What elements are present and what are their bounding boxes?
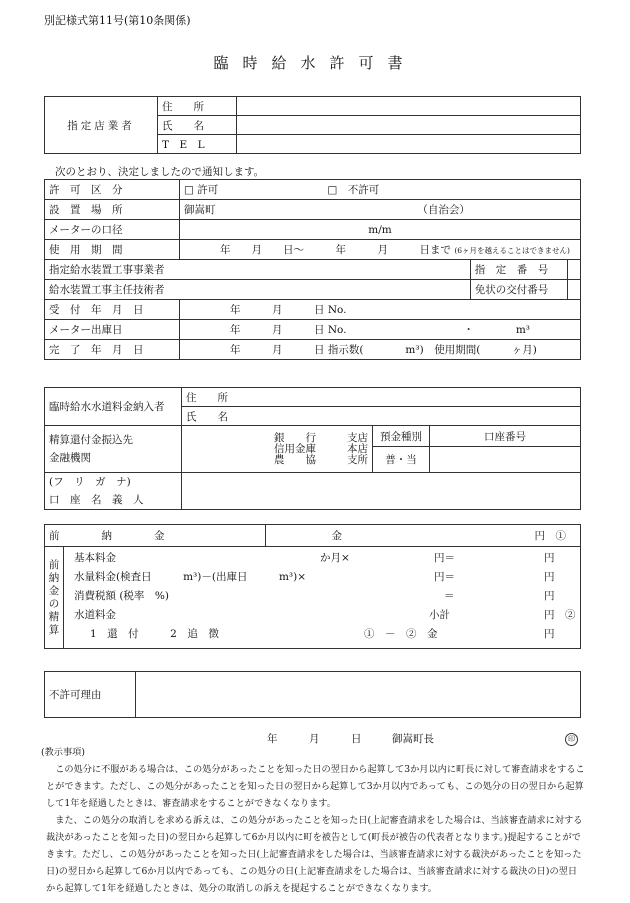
basic-fee-eq: 円＝ [434,552,455,564]
prepaid-unit: 金 [266,525,502,547]
permit-type-label: 許 可 区 分 [45,180,180,200]
license-number-label: 免状の交付番号 [470,280,567,300]
account-number-field[interactable] [430,447,581,473]
dealer-address-label: 住 所 [158,97,237,116]
dealer-address-field[interactable] [237,97,581,116]
meter-out-date-field[interactable]: 年 月 日 No. [230,324,347,336]
refusal-field[interactable] [136,672,581,718]
completion-date-field[interactable]: 年 月 日 指示数( m³) 使用期間( ヶ月) [180,340,581,360]
water-fee-yen: 円 ② [544,609,576,621]
refusal-label: 不許可理由 [45,672,136,718]
payer-table [44,387,581,510]
bank-type-bank: 銀 行 [274,431,316,444]
payer-name-label: 氏 名 [182,407,581,426]
dealer-name-label: 氏 名 [158,116,237,135]
basic-fee-yen: 円 [544,552,555,564]
bank-label: 金融機関 [49,452,91,464]
issue-date: 年 月 日 [267,733,362,745]
bank-type-credit: 信用金庫 [274,442,316,455]
permit-checkbox[interactable]: □ 許可 [184,184,219,196]
tax-label: 消費税額 (税率 %) [74,590,170,602]
notice-heading: (教示事項) [41,747,85,758]
account-type-label: 預金種別 [373,426,430,447]
water-fee-label: 水道料金 [74,609,116,621]
settlement-side-text: 前納金の精算 [48,558,60,636]
usage-period-note: (6ヶ月を越えることはできません) [454,246,570,255]
meter-out-date-label: メーター出庫日 [45,320,180,340]
engineer-label: 給水装置工事主任技術者 [45,280,471,300]
prepaid-label: 前 納 金 [45,525,266,547]
difference-yen: 円 [544,628,555,640]
designation-number-label: 指 定 番 号 [470,260,567,280]
notice-paragraph-1: この処分に不服がある場合は、この処分があったことを知った日の翌日から起算して3か月以内に町長に対して審査請求をすることができます。ただし、この処分があったことを知った日の翌日から起算して3か月以内であっても、この処分の日の翌日から起算して1年を経過したときは、審査請求をすることができなくなります。 [46,764,585,809]
refund-charge-label: 1 還 付 2 追 徴 [90,628,219,640]
tax-yen: 円 [544,590,555,602]
designation-number-field[interactable] [567,260,580,280]
contractor-label: 指定給水装置工事事業者 [45,260,471,280]
settlement-side-label [45,547,64,649]
account-number-label: 口座番号 [430,426,581,447]
location-neighborhood: （自治会） [417,204,470,216]
difference-label: ① － ② 金 [364,628,438,640]
seal-icon: 印 [565,733,578,746]
notice-block [41,744,586,897]
refusal-table [44,671,581,718]
settlement-table [44,524,581,649]
form-number: 別記様式第11号(第10条関係) [44,14,191,27]
furigana-label: (フ リ ガ ナ) [49,476,131,488]
intro-text: 次のとおり、決定しましたので通知します。 [55,166,265,178]
branch-type-main: 本店 [347,442,368,455]
dealer-table [44,96,581,154]
dealer-name-field[interactable] [237,116,581,135]
received-date-field[interactable]: 年 月 日 No. [180,300,581,320]
dealer-tel-label: T E L [158,135,237,154]
dealer-tel-field[interactable] [237,135,581,154]
usage-period-label: 使 用 期 間 [45,240,180,260]
meter-size-field[interactable]: m/m [180,220,581,240]
account-holder-label: 口 座 名 義 人 [49,494,144,506]
received-date-label: 受 付 年 月 日 [45,300,180,320]
page-title: 臨時給水許可書 [213,54,417,72]
usage-period-field[interactable]: 年 月 日～ 年 月 日まで [220,244,451,256]
water-volume-yen: 円 [544,571,555,583]
issuer-name: 御嵩町長 [392,733,434,745]
refund-account-label: 精算還付金振込先 [49,434,133,446]
tax-eq: ＝ [444,590,455,602]
meter-reading-field[interactable]: ・ m³ [463,324,531,336]
deny-checkbox[interactable]: □ 不許可 [327,184,380,196]
basic-fee-label: 基本料金 [74,552,116,564]
payer-label: 臨時給水水道料金納入者 [45,388,182,426]
completion-date-label: 完 了 年 月 日 [45,340,180,360]
water-volume-label: 水量料金(検査日 m³)－(出庫日 m³)× [74,571,307,583]
notice-paragraph-2: また、この処分の取消しを求める訴えは、この処分があったことを知った日(上記審査請求をした場合は、当該審査請求に対する裁決があったことを知った日)の翌日から起算して6か月以内に町を被告として(町長が被告の代表者となります。)提起することができます。ただし、この処分があったことを知った日(上記審査請求をした場合は、当該審査請求に対する裁決があったことを知った日)の翌日から起算して6か月以内であっても、この処分の日(上記審査請求をした場合は、当該審査請求に対する裁決の日)の翌日から起算して1年を経過したときは、処分の取消しの訴えを提起することができなくなります。 [46,815,583,894]
basic-fee-months: か月× [320,552,350,564]
permit-table [44,179,581,360]
account-holder-field[interactable] [182,473,581,510]
license-number-field[interactable] [567,280,580,300]
branch-type-office: 支所 [347,453,368,466]
meter-size-label: メーターの口径 [45,220,180,240]
branch-type-branch: 支店 [347,431,368,444]
account-type-value[interactable]: 普・当 [373,447,430,473]
water-volume-eq: 円＝ [434,571,455,583]
subtotal-label: 小計 [429,609,450,621]
payer-address-label: 住 所 [182,388,581,407]
prepaid-yen: 円 ① [502,525,581,547]
location-town: 御嵩町 [184,204,216,216]
location-label: 設 置 場 所 [45,200,180,220]
dealer-label: 指定店業者 [45,97,158,154]
bank-type-coop: 農 協 [274,453,316,466]
